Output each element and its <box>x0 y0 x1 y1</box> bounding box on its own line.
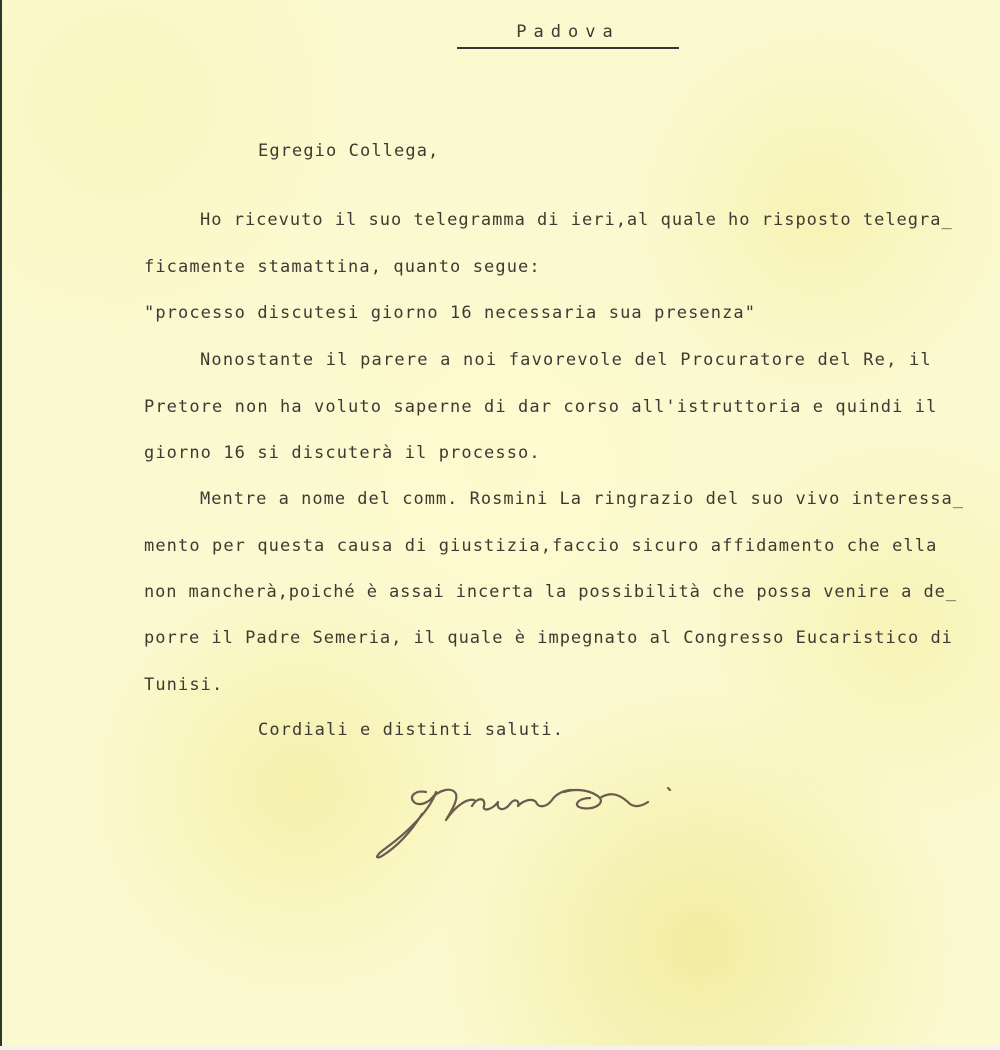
letter-line-9: non mancherà,poiché è assai incerta la possibilità che possa venire a de_ <box>144 582 957 602</box>
scan-edge <box>0 0 2 1050</box>
letter-line-5: Pretore non ha voluto saperne di dar corso all'istruttoria e quindi il <box>144 397 938 417</box>
letter-line-10: porre il Padre Semeria, il quale è impegnato al Congresso Eucaristico di <box>144 628 953 648</box>
letter-salutation: Egregio Collega, <box>258 141 440 161</box>
letter-line-7: Mentre a nome del comm. Rosmini La ringrazio del suo vivo interessa_ <box>200 489 964 509</box>
letter-line-11: Tunisi. <box>144 675 224 695</box>
letter-line-6: giorno 16 si discuterà il processo. <box>144 443 541 463</box>
letter-line-4: Nonostante il parere a noi favorevole del Procuratore del Re, il <box>200 350 932 370</box>
letter-closing: Cordiali e distinti saluti. <box>258 720 565 740</box>
letter-place-heading: Padova <box>457 24 679 49</box>
scan-bottom-edge <box>0 1046 1000 1050</box>
letter-line-1: Ho ricevuto il suo telegramma di ieri,al quale ho risposto telegra_ <box>200 210 953 230</box>
letter-line-8: mento per questa causa di giustizia,faccio sicuro affidamento che ella <box>144 536 938 556</box>
handwritten-signature <box>368 770 688 865</box>
letter-line-2: ficamente stamattina, quanto segue: <box>144 257 541 277</box>
letter-line-3: "processo discutesi giorno 16 necessaria sua presenza" <box>144 303 757 323</box>
